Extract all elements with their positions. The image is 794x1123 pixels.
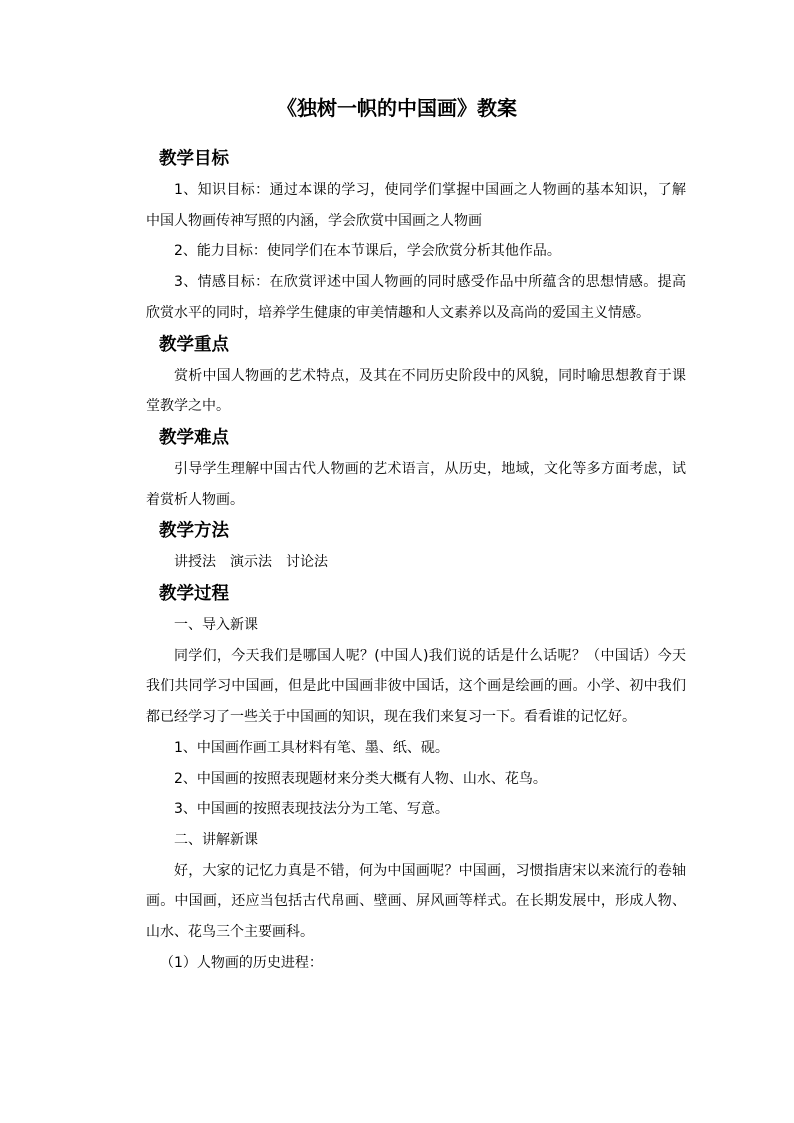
process-item-techniques: 3、中国画的按照表现技法分为工笔、写意。	[174, 801, 449, 818]
document-title: 《独树一帜的中国画》教案	[277, 96, 517, 120]
key-points-text: 赏析中国人物画的艺术特点，及其在不同历史阶段中的风貌，同时喻思想教育于课堂教学之中。	[146, 367, 686, 415]
process-sub-figure-history: （1）人物画的历史进程：	[160, 954, 323, 971]
process-item-subjects: 2、中国画的按照表现题材来分类大概有人物、山水、花鸟。	[174, 770, 547, 787]
process-item-tools: 1、中国画作画工具材料有笔、墨、纸、砚。	[174, 739, 449, 756]
heading-key-points: 教学重点	[159, 334, 229, 355]
difficulties-text: 引导学生理解中国古代人物画的艺术语言，从历史，地域，文化等多方面考虑，试着赏析人物画。	[146, 460, 686, 508]
process-intro-text: 同学们，今天我们是哪国人呢？(中国人)我们说的话是什么话呢？（中国话）今天我们共同学习中国画，但是此中国画非彼中国话，这个画是绘画的画。小学、初中我们都已经学习了一些关于中国画的知识，现在我们来复习一下。看看谁的记忆好。	[146, 647, 686, 726]
methods-text: 讲授法 演示法 讨论法	[174, 554, 328, 571]
process-new-lesson-text: 好，大家的记忆力真是不错，何为中国画呢？中国画，习惯指唐宋以来流行的卷轴画。中国画，还应当包括古代帛画、壁画、屏风画等样式。在长期发展中，形成人物、山水、花鸟三个主要画科。	[146, 862, 686, 941]
objective-ability: 2、能力目标：使同学们在本节课后，学会欣赏分析其他作品。	[174, 243, 561, 260]
process-sub-intro: 一、导入新课	[174, 617, 258, 634]
document-body	[146, 143, 686, 978]
objective-knowledge: 1、知识目标：通过本课的学习，使同学们掌握中国画之人物画的基本知识，了解中国人物画传神写照的内涵，学会欣赏中国画之人物画	[146, 182, 686, 229]
heading-methods: 教学方法	[159, 521, 229, 542]
process-sub-new-lesson: 二、讲解新课	[174, 831, 258, 848]
objective-emotion: 3、情感目标：在欣赏评述中国人物画的同时感受作品中所蕴含的思想情感。提高欣赏水平的同时，培养学生健康的审美情趣和人文素养以及高尚的爱国主义情感。	[146, 274, 686, 321]
heading-objectives: 教学目标	[159, 149, 229, 169]
heading-difficulties: 教学难点	[159, 427, 229, 448]
heading-process: 教学过程	[159, 584, 229, 605]
